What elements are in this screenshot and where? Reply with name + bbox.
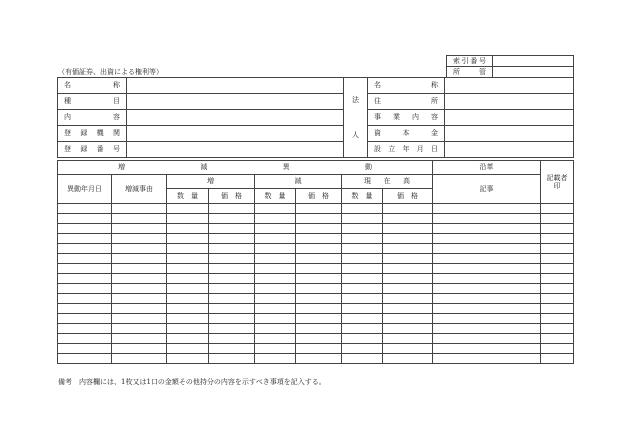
ledger-cell[interactable] bbox=[541, 224, 574, 234]
ledger-cell[interactable] bbox=[433, 304, 541, 314]
ledger-cell[interactable] bbox=[167, 204, 209, 214]
ledger-cell[interactable] bbox=[433, 334, 541, 344]
ledger-cell[interactable] bbox=[255, 304, 296, 314]
ledger-cell[interactable] bbox=[255, 224, 296, 234]
corporation-label bbox=[344, 78, 368, 158]
ledger-cell[interactable] bbox=[296, 224, 342, 234]
ledger-cell[interactable] bbox=[433, 204, 541, 214]
ledger-cell[interactable] bbox=[383, 244, 433, 254]
registration-number-field[interactable] bbox=[127, 142, 344, 158]
ledger-cell[interactable] bbox=[167, 254, 209, 264]
ledger-cell[interactable] bbox=[433, 324, 541, 334]
ledger-row bbox=[58, 324, 574, 334]
ledger-cell[interactable] bbox=[58, 314, 112, 324]
ledger-cell[interactable] bbox=[383, 344, 433, 354]
ledger-cell[interactable] bbox=[342, 214, 383, 224]
ledger-cell[interactable] bbox=[296, 284, 342, 294]
ledger-cell[interactable] bbox=[58, 264, 112, 274]
ledger-cell[interactable] bbox=[383, 314, 433, 324]
ledger-row bbox=[58, 314, 574, 324]
ledger-cell[interactable] bbox=[58, 224, 112, 234]
ledger-cell[interactable] bbox=[433, 354, 541, 364]
ledger-row bbox=[58, 244, 574, 254]
ledger-cell[interactable] bbox=[209, 304, 255, 314]
ledger-cell[interactable] bbox=[433, 274, 541, 284]
ledger-cell[interactable] bbox=[167, 304, 209, 314]
form-subtitle: （有価証券、出資による権利等） bbox=[58, 68, 163, 76]
ledger-cell[interactable] bbox=[342, 254, 383, 264]
ledger-cell[interactable] bbox=[58, 354, 112, 364]
ledger-cell[interactable] bbox=[209, 274, 255, 284]
ledger-cell[interactable] bbox=[112, 274, 167, 284]
ledger-cell[interactable] bbox=[296, 204, 342, 214]
remarks-note: 備考 内容欄には、1枚又は1口の金額その他持分の内容を示すべき事項を記入する。 bbox=[58, 378, 326, 386]
ledger-cell[interactable] bbox=[255, 244, 296, 254]
ledger-cell[interactable] bbox=[541, 314, 574, 324]
current-holding-header: 現在高 bbox=[342, 175, 433, 189]
ledger-cell[interactable] bbox=[433, 244, 541, 254]
ledger-cell[interactable] bbox=[342, 244, 383, 254]
decrease-header: 減 bbox=[255, 175, 342, 189]
ledger-cell[interactable] bbox=[58, 234, 112, 244]
ledger-row bbox=[58, 214, 574, 224]
ledger-cell[interactable] bbox=[255, 264, 296, 274]
ledger-cell[interactable] bbox=[342, 264, 383, 274]
ledger-row bbox=[58, 264, 574, 274]
ledger-cell[interactable] bbox=[167, 294, 209, 304]
ledger-cell[interactable] bbox=[296, 214, 342, 224]
ledger-cell[interactable] bbox=[112, 314, 167, 324]
ledger-cell[interactable] bbox=[296, 274, 342, 284]
ledger-cell[interactable] bbox=[296, 244, 342, 254]
ledger-row bbox=[58, 254, 574, 264]
ledger-cell[interactable] bbox=[433, 224, 541, 234]
ledger-cell[interactable] bbox=[209, 314, 255, 324]
ledger-cell[interactable] bbox=[209, 234, 255, 244]
ledger-cell[interactable] bbox=[167, 234, 209, 244]
decrease-price-header: 価 格 bbox=[296, 189, 342, 204]
ledger-cell[interactable] bbox=[383, 284, 433, 294]
ledger-cell[interactable] bbox=[383, 264, 433, 274]
ledger-cell[interactable] bbox=[383, 294, 433, 304]
corp-established-field[interactable] bbox=[445, 142, 574, 158]
ledger-cell[interactable] bbox=[58, 284, 112, 294]
ledger-cell[interactable] bbox=[209, 254, 255, 264]
ledger-cell[interactable] bbox=[541, 294, 574, 304]
ledger-cell[interactable] bbox=[296, 314, 342, 324]
ledger-cell[interactable] bbox=[255, 344, 296, 354]
asset-name-field[interactable] bbox=[127, 78, 344, 94]
ledger-cell[interactable] bbox=[167, 354, 209, 364]
ledger-cell[interactable] bbox=[255, 314, 296, 324]
current-quantity-header: 数 量 bbox=[342, 189, 383, 204]
registration-number-label: 登録番号 bbox=[58, 142, 127, 158]
ledger-cell[interactable] bbox=[112, 224, 167, 234]
ledger-cell[interactable] bbox=[255, 334, 296, 344]
ledger-row bbox=[58, 234, 574, 244]
registry-field[interactable] bbox=[127, 126, 344, 142]
ledger-cell[interactable] bbox=[296, 304, 342, 314]
ledger-cell[interactable] bbox=[296, 254, 342, 264]
asset-type-label: 種 目 bbox=[58, 94, 127, 110]
ledger-cell[interactable] bbox=[58, 204, 112, 214]
ledger-cell[interactable] bbox=[541, 284, 574, 294]
registry-label: 登録機関 bbox=[58, 126, 127, 142]
corporation-label-top: 法 bbox=[352, 96, 359, 105]
ledger-cell[interactable] bbox=[209, 354, 255, 364]
ledger-cell[interactable] bbox=[433, 214, 541, 224]
ledger-cell[interactable] bbox=[112, 254, 167, 264]
ledger-cell[interactable] bbox=[209, 324, 255, 334]
ledger-cell[interactable] bbox=[112, 244, 167, 254]
index-box bbox=[446, 55, 574, 78]
ledger-cell[interactable] bbox=[112, 334, 167, 344]
ledger-cell[interactable] bbox=[255, 204, 296, 214]
ledger-cell[interactable] bbox=[433, 314, 541, 324]
ledger-cell[interactable] bbox=[342, 314, 383, 324]
ledger-cell[interactable] bbox=[541, 354, 574, 364]
ledger-row bbox=[58, 284, 574, 294]
history-header: 沿革 bbox=[433, 161, 541, 175]
ledger-cell[interactable] bbox=[58, 304, 112, 314]
ledger-cell[interactable] bbox=[342, 354, 383, 364]
ledger-cell[interactable] bbox=[209, 294, 255, 304]
ledger-row bbox=[58, 304, 574, 314]
corp-name-label: 名 称 bbox=[368, 78, 445, 94]
ledger-cell[interactable] bbox=[383, 234, 433, 244]
increase-header: 増 bbox=[167, 175, 255, 189]
ledger-cell[interactable] bbox=[167, 224, 209, 234]
asset-info-table bbox=[57, 77, 574, 158]
ledger-cell[interactable] bbox=[541, 324, 574, 334]
ledger-cell[interactable] bbox=[58, 324, 112, 334]
increase-price-header: 価 格 bbox=[209, 189, 255, 204]
ledger-cell[interactable] bbox=[541, 344, 574, 354]
increase-quantity-header: 数 量 bbox=[167, 189, 209, 204]
corporation-label-bottom: 人 bbox=[352, 130, 359, 139]
ledger-cell[interactable] bbox=[541, 214, 574, 224]
recorder-seal-header: 記載者印 bbox=[541, 161, 574, 204]
ledger-cell[interactable] bbox=[58, 214, 112, 224]
ledger-cell[interactable] bbox=[167, 264, 209, 274]
ledger-cell[interactable] bbox=[255, 354, 296, 364]
ledger-cell[interactable] bbox=[167, 334, 209, 344]
ledger-cell[interactable] bbox=[167, 284, 209, 294]
corp-capital-field[interactable] bbox=[445, 126, 574, 142]
ledger-row bbox=[58, 294, 574, 304]
ledger-cell[interactable] bbox=[433, 344, 541, 354]
ledger-cell[interactable] bbox=[112, 304, 167, 314]
ledger-cell[interactable] bbox=[433, 254, 541, 264]
ledger-row bbox=[58, 204, 574, 214]
ledger-cell[interactable] bbox=[342, 324, 383, 334]
current-price-header: 価 格 bbox=[383, 189, 433, 204]
ledger-cell[interactable] bbox=[296, 234, 342, 244]
ledger-cell[interactable] bbox=[296, 334, 342, 344]
ledger-cell[interactable] bbox=[342, 334, 383, 344]
ledger-cell[interactable] bbox=[296, 324, 342, 334]
decrease-quantity-header: 数 量 bbox=[255, 189, 296, 204]
ledger-cell[interactable] bbox=[112, 214, 167, 224]
ledger-cell[interactable] bbox=[383, 224, 433, 234]
ledger-row bbox=[58, 354, 574, 364]
ledger-cell[interactable] bbox=[342, 294, 383, 304]
corp-business-label: 事業内容 bbox=[368, 110, 445, 126]
ledger-cell[interactable] bbox=[342, 284, 383, 294]
corp-business-field[interactable] bbox=[445, 110, 574, 126]
ledger-cell[interactable] bbox=[209, 334, 255, 344]
ledger-cell[interactable] bbox=[112, 324, 167, 334]
ledger-cell[interactable] bbox=[58, 244, 112, 254]
ledger-cell[interactable] bbox=[58, 254, 112, 264]
ledger-cell[interactable] bbox=[541, 304, 574, 314]
ledger-cell[interactable] bbox=[255, 234, 296, 244]
ledger-cell[interactable] bbox=[112, 354, 167, 364]
ledger-row bbox=[58, 224, 574, 234]
ledger-cell[interactable] bbox=[433, 264, 541, 274]
index-number-field[interactable] bbox=[493, 56, 574, 67]
ledger-cell[interactable] bbox=[541, 334, 574, 344]
ledger-cell[interactable] bbox=[112, 344, 167, 354]
ledger-cell[interactable] bbox=[296, 264, 342, 274]
ledger-cell[interactable] bbox=[383, 354, 433, 364]
ledger-cell[interactable] bbox=[433, 284, 541, 294]
corp-established-label: 設立年月日 bbox=[368, 142, 445, 158]
ledger-cell[interactable] bbox=[541, 204, 574, 214]
jurisdiction-label: 所 管 bbox=[447, 67, 493, 78]
ledger-cell[interactable] bbox=[209, 284, 255, 294]
ledger-cell[interactable] bbox=[383, 334, 433, 344]
ledger-cell[interactable] bbox=[58, 334, 112, 344]
ledger-cell[interactable] bbox=[342, 224, 383, 234]
ledger-cell[interactable] bbox=[342, 274, 383, 284]
ledger-cell[interactable] bbox=[209, 224, 255, 234]
ledger-cell[interactable] bbox=[383, 304, 433, 314]
ledger-cell[interactable] bbox=[209, 264, 255, 274]
ledger-cell[interactable] bbox=[209, 214, 255, 224]
ledger-cell[interactable] bbox=[383, 254, 433, 264]
ledger-cell[interactable] bbox=[433, 234, 541, 244]
ledger-cell[interactable] bbox=[167, 214, 209, 224]
ledger-row bbox=[58, 344, 574, 354]
ledger-cell[interactable] bbox=[255, 254, 296, 264]
ledger-cell[interactable] bbox=[342, 234, 383, 244]
ledger-cell[interactable] bbox=[541, 244, 574, 254]
ledger-cell[interactable] bbox=[296, 294, 342, 304]
ledger-cell[interactable] bbox=[58, 274, 112, 284]
ledger-cell[interactable] bbox=[541, 254, 574, 264]
ledger-cell[interactable] bbox=[167, 244, 209, 254]
ledger-cell[interactable] bbox=[112, 284, 167, 294]
ledger-cell[interactable] bbox=[112, 264, 167, 274]
asset-content-field[interactable] bbox=[127, 110, 344, 126]
ledger-cell[interactable] bbox=[209, 244, 255, 254]
ledger-cell[interactable] bbox=[342, 204, 383, 214]
jurisdiction-field[interactable] bbox=[493, 67, 574, 78]
ledger-cell[interactable] bbox=[383, 204, 433, 214]
change-reason-header: 増減事由 bbox=[112, 175, 167, 204]
corp-address-field[interactable] bbox=[445, 94, 574, 110]
ledger-cell[interactable] bbox=[383, 274, 433, 284]
ledger-cell[interactable] bbox=[167, 314, 209, 324]
ledger-cell[interactable] bbox=[541, 234, 574, 244]
asset-name-label: 名 称 bbox=[58, 78, 127, 94]
ledger-cell[interactable] bbox=[383, 214, 433, 224]
corp-capital-label: 資本金 bbox=[368, 126, 445, 142]
ledger-body bbox=[58, 204, 574, 364]
ledger-cell[interactable] bbox=[342, 304, 383, 314]
ledger-cell[interactable] bbox=[255, 274, 296, 284]
corp-name-field[interactable] bbox=[445, 78, 574, 94]
ledger-cell[interactable] bbox=[541, 264, 574, 274]
ledger-row bbox=[58, 274, 574, 284]
ledger-cell[interactable] bbox=[255, 214, 296, 224]
ledger-cell[interactable] bbox=[541, 274, 574, 284]
ledger-cell[interactable] bbox=[167, 344, 209, 354]
ledger-cell[interactable] bbox=[58, 344, 112, 354]
ledger-cell[interactable] bbox=[255, 284, 296, 294]
ledger-cell[interactable] bbox=[112, 294, 167, 304]
index-number-label: 索引番号 bbox=[447, 56, 493, 67]
ledger-cell[interactable] bbox=[112, 204, 167, 214]
ledger-cell[interactable] bbox=[296, 344, 342, 354]
ledger-cell[interactable] bbox=[342, 344, 383, 354]
ledger-cell[interactable] bbox=[209, 344, 255, 354]
ledger-row bbox=[58, 334, 574, 344]
record-header: 記事 bbox=[433, 175, 541, 204]
ledger-cell[interactable] bbox=[209, 204, 255, 214]
change-header: 増 減 異 動 bbox=[58, 161, 433, 175]
change-date-header: 異動年月日 bbox=[58, 175, 112, 204]
ledger-cell[interactable] bbox=[167, 274, 209, 284]
ledger-cell[interactable] bbox=[255, 294, 296, 304]
ledger-cell[interactable] bbox=[255, 324, 296, 334]
ledger-cell[interactable] bbox=[112, 234, 167, 244]
asset-type-field[interactable] bbox=[127, 94, 344, 110]
corp-address-label: 住 所 bbox=[368, 94, 445, 110]
change-ledger-table bbox=[57, 160, 574, 364]
ledger-cell[interactable] bbox=[383, 324, 433, 334]
ledger-cell[interactable] bbox=[296, 354, 342, 364]
asset-content-label: 内 容 bbox=[58, 110, 127, 126]
ledger-cell[interactable] bbox=[58, 294, 112, 304]
ledger-cell[interactable] bbox=[433, 294, 541, 304]
ledger-cell[interactable] bbox=[167, 324, 209, 334]
